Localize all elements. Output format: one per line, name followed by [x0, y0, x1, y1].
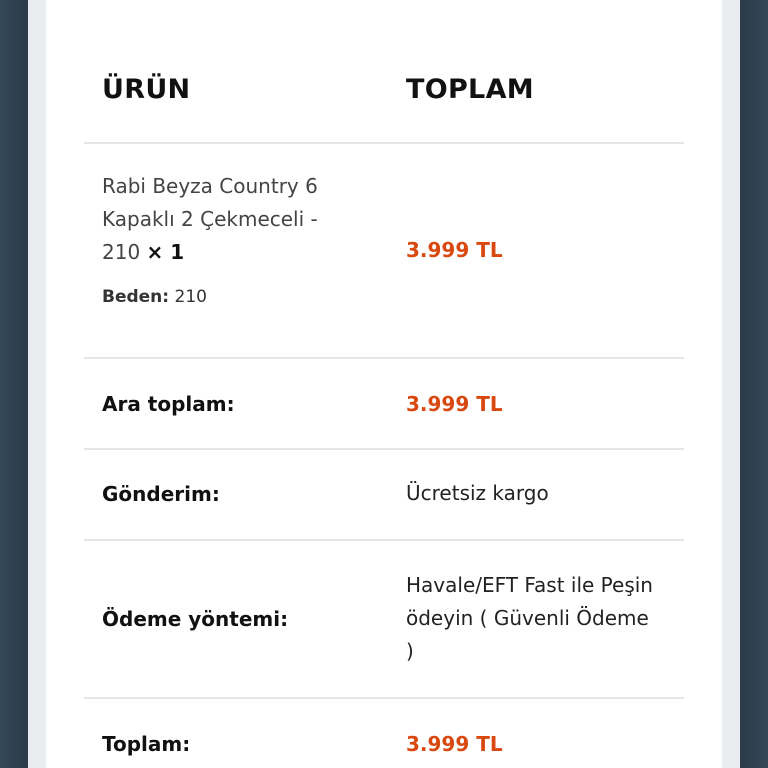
table-header-row [84, 50, 684, 144]
payment-label: Ödeme yöntemi: [102, 607, 289, 631]
order-summary-card [46, 0, 722, 768]
left-frame [0, 0, 28, 768]
right-frame-inner [722, 0, 740, 768]
payment-row [84, 541, 684, 699]
subtotal-row [84, 359, 684, 450]
total-row [84, 699, 684, 768]
product-variant [102, 287, 352, 307]
product-cell [102, 170, 352, 307]
right-frame [740, 0, 768, 768]
variant-value: 210 [174, 287, 207, 307]
product-quantity: × 1 [146, 240, 185, 264]
shipping-value: Ücretsiz kargo [406, 481, 549, 505]
variant-label: Beden: [102, 287, 170, 307]
shipping-label: Gönderim: [102, 482, 220, 506]
subtotal-value: 3.999 TL [406, 392, 503, 416]
left-frame-inner [28, 0, 46, 768]
product-name: Rabi Beyza Country 6 Kapaklı 2 Çekmeceli - 210 [102, 174, 318, 264]
payment-value: Havale/EFT Fast ile Peşin ödeyin ( Güvenli Ödeme ) [406, 573, 653, 663]
product-name-block [102, 170, 352, 269]
table-row [84, 144, 684, 359]
column-header-product: ÜRÜN [102, 74, 191, 105]
shipping-row [84, 450, 684, 541]
total-label: Toplam: [102, 732, 191, 756]
total-value: 3.999 TL [406, 732, 503, 756]
subtotal-label: Ara toplam: [102, 392, 235, 416]
column-header-total: TOPLAM [406, 74, 534, 105]
product-price: 3.999 TL [406, 238, 503, 262]
